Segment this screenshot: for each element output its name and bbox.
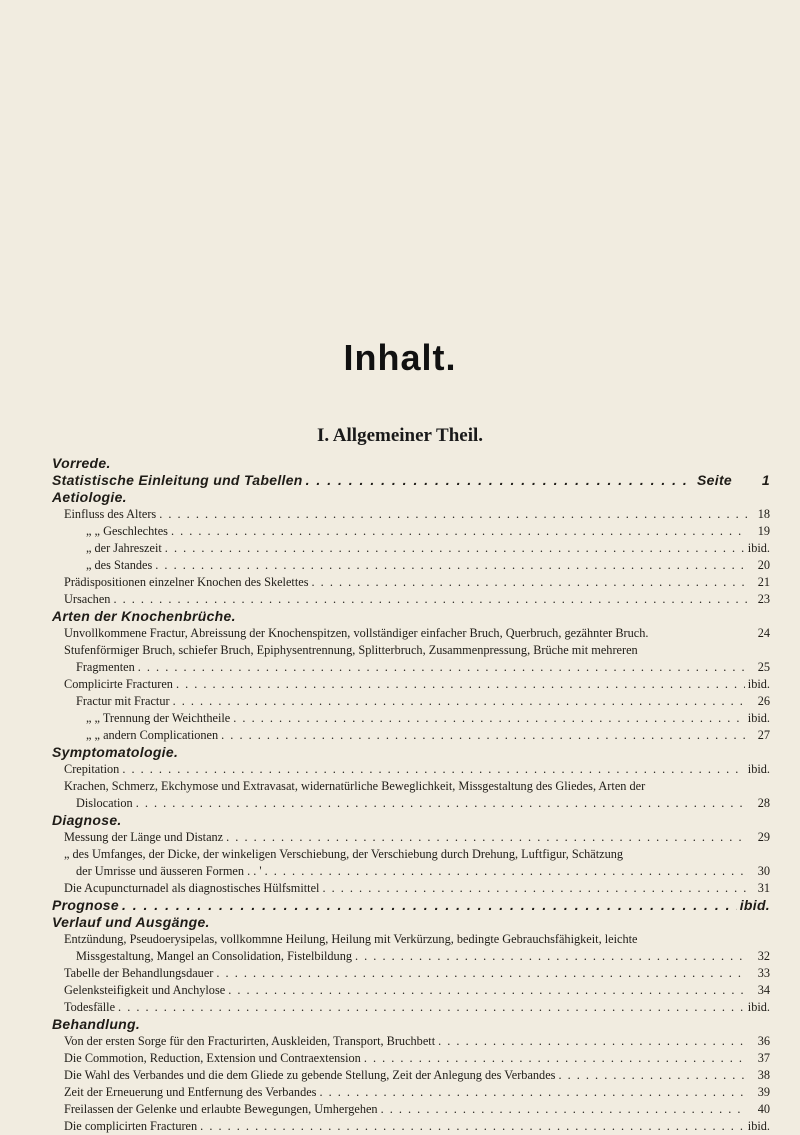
heading-text: Prognose bbox=[52, 897, 119, 913]
entry-text: Prädispositionen einzelner Knochen des Skelettes bbox=[64, 575, 309, 589]
leader-dots bbox=[312, 574, 747, 591]
toc-entry bbox=[52, 931, 770, 948]
entry-text: Freilassen der Gelenke und erlaubte Bewegungen, Umhergehen bbox=[64, 1102, 378, 1116]
leader-dots bbox=[216, 965, 747, 982]
leader-dots bbox=[364, 1050, 747, 1067]
section-heading: Arten der Knochenbrüche. bbox=[52, 608, 236, 624]
toc-entry bbox=[52, 1118, 770, 1135]
entry-text: Von der ersten Sorge für den Fracturirten, Auskleiden, Transport, Bruchbett bbox=[64, 1034, 436, 1048]
toc-entry bbox=[52, 761, 770, 778]
toc-entry bbox=[52, 1067, 770, 1084]
entry-text: Crepitation bbox=[64, 762, 120, 776]
entry-text: Messung der Länge und Distanz bbox=[64, 830, 224, 844]
toc-entry bbox=[52, 625, 770, 642]
entry-text: Fragmenten bbox=[76, 660, 135, 674]
toc-entry bbox=[52, 1033, 770, 1050]
page-number: 31 bbox=[757, 881, 770, 895]
entry-text: Complicirte Fracturen bbox=[64, 677, 173, 691]
seite-label: Seite bbox=[697, 472, 732, 488]
table-of-contents bbox=[52, 455, 770, 1135]
entry-text: Einfluss des Alters bbox=[64, 507, 157, 521]
toc-entry bbox=[52, 642, 770, 659]
toc-entry bbox=[52, 1050, 770, 1067]
toc-entry bbox=[52, 965, 770, 982]
leader-dots bbox=[122, 761, 744, 778]
leader-dots bbox=[381, 1101, 747, 1118]
page-title: Inhalt. bbox=[343, 337, 457, 378]
page-number: 26 bbox=[757, 694, 770, 708]
toc-entry bbox=[52, 540, 770, 557]
page-number: 23 bbox=[757, 592, 770, 606]
toc-entry bbox=[52, 880, 770, 897]
page-number: 33 bbox=[757, 966, 770, 980]
page-number: ibid. bbox=[747, 711, 770, 725]
toc-entry bbox=[52, 710, 770, 727]
toc-entry bbox=[52, 1101, 770, 1118]
toc-entry bbox=[52, 982, 770, 999]
toc-entry bbox=[52, 1084, 770, 1101]
section-heading: Aetiologie. bbox=[52, 489, 127, 505]
leader-dots bbox=[136, 795, 747, 812]
page-number: 40 bbox=[757, 1102, 770, 1116]
leader-dots bbox=[200, 1118, 745, 1135]
page-number: 30 bbox=[757, 864, 770, 878]
leader-dots bbox=[306, 472, 694, 489]
page-number: ibid. bbox=[747, 1000, 770, 1014]
toc-entry bbox=[52, 574, 770, 591]
part-heading: I. Allgemeiner Theil. bbox=[316, 425, 484, 446]
page-number: 38 bbox=[757, 1068, 770, 1082]
leader-dots bbox=[233, 710, 745, 727]
entry-text: Entzündung, Pseudoerysipelas, vollkommne Heilung, Heilung mit Verkürzung, bedingte Gebrauchsfähigkeit, leichte bbox=[64, 932, 638, 946]
toc-entry bbox=[52, 948, 770, 965]
page-number: 18 bbox=[757, 507, 770, 521]
toc-entry bbox=[52, 676, 770, 693]
page-number: ibid. bbox=[747, 762, 770, 776]
page-number: 20 bbox=[757, 558, 770, 572]
toc-entry bbox=[52, 863, 770, 880]
page-number: 37 bbox=[757, 1051, 770, 1065]
page-number: 25 bbox=[757, 660, 770, 674]
entry-text: Die Acupuncturnadel als diagnostisches Hülfsmittel bbox=[64, 881, 320, 895]
leader-dots bbox=[176, 676, 745, 693]
heading-text: Statistische Einleitung und Tabellen bbox=[52, 472, 303, 488]
page-number: 19 bbox=[757, 524, 770, 538]
entry-text: der Umrisse und äusseren Formen . . ' bbox=[76, 864, 262, 878]
page-number: 32 bbox=[757, 949, 770, 963]
leader-dots bbox=[138, 659, 747, 676]
entry-text: „ „ Trennung der Weichtheile bbox=[86, 711, 231, 725]
section-heading: Verlauf und Ausgänge. bbox=[52, 914, 210, 930]
page-number: 39 bbox=[757, 1085, 770, 1099]
toc-entry bbox=[52, 795, 770, 812]
page-number: 1 bbox=[761, 472, 770, 488]
entry-text: Todesfälle bbox=[64, 1000, 116, 1014]
section-heading bbox=[52, 472, 770, 489]
section-heading: Symptomatologie. bbox=[52, 744, 179, 760]
section-heading: Behandlung. bbox=[52, 1016, 141, 1032]
entry-text: „ „ andern Complicationen bbox=[86, 728, 219, 742]
toc-entry bbox=[52, 506, 770, 523]
leader-dots bbox=[228, 982, 747, 999]
leader-dots bbox=[165, 540, 745, 557]
toc-entry bbox=[52, 727, 770, 744]
page-number: ibid. bbox=[739, 897, 770, 913]
leader-dots bbox=[122, 897, 737, 914]
entry-text: Stufenförmiger Bruch, schiefer Bruch, Epiphysentrennung, Splitterbruch, Zusammenpressung, Brüche mit mehreren bbox=[64, 643, 638, 657]
page-number: ibid. bbox=[747, 1119, 770, 1133]
toc-entry bbox=[52, 523, 770, 540]
entry-text: Die Wahl des Verbandes und die dem Gliede zu gebende Stellung, Zeit der Anlegung des Verbandes bbox=[64, 1068, 556, 1082]
leader-dots bbox=[173, 693, 747, 710]
entry-text: „ des Umfanges, der Dicke, der winkeligen Verschiebung, der Verschiebung durch Drehung, Luftfigur, Schätzung bbox=[64, 847, 624, 861]
leader-dots bbox=[221, 727, 747, 744]
entry-text: Krachen, Schmerz, Ekchymose und Extravasat, widernatürliche Beweglichkeit, Missgestaltung des Gliedes, Arten der bbox=[64, 779, 646, 793]
entry-text: Missgestaltung, Mangel an Consolidation, Fistelbildung bbox=[76, 949, 352, 963]
section-heading: Vorrede. bbox=[52, 455, 111, 471]
leader-dots bbox=[438, 1033, 747, 1050]
leader-dots bbox=[319, 1084, 747, 1101]
page-number: 34 bbox=[757, 983, 770, 997]
toc-entry bbox=[52, 778, 770, 795]
leader-dots bbox=[159, 506, 747, 523]
leader-dots bbox=[118, 999, 745, 1016]
section-heading: Diagnose. bbox=[52, 812, 122, 828]
leader-dots bbox=[155, 557, 747, 574]
toc-entry bbox=[52, 999, 770, 1016]
page-number: ibid. bbox=[747, 677, 770, 691]
entry-text: „ „ Geschlechtes bbox=[86, 524, 168, 538]
toc-entry bbox=[52, 693, 770, 710]
entry-text: Unvollkommene Fractur, Abreissung der Knochenspitzen, vollständiger einfacher Bruch, Querbruch, gezähnter Bruch. bbox=[64, 626, 649, 640]
section-heading bbox=[52, 897, 770, 914]
entry-text: Gelenksteifigkeit und Anchylose bbox=[64, 983, 226, 997]
leader-dots bbox=[322, 880, 747, 897]
entry-text: „ des Standes bbox=[86, 558, 153, 572]
entry-text: Ursachen bbox=[64, 592, 111, 606]
page-number: 29 bbox=[757, 830, 770, 844]
leader-dots bbox=[226, 829, 747, 846]
leader-dots bbox=[558, 1067, 747, 1084]
page-number: 24 bbox=[757, 626, 770, 640]
leader-dots bbox=[113, 591, 747, 608]
entry-text: Die complicirten Fracturen bbox=[64, 1119, 198, 1133]
toc-entry bbox=[52, 846, 770, 863]
entry-text: Fractur mit Fractur bbox=[76, 694, 170, 708]
toc-entry bbox=[52, 829, 770, 846]
page-number: 27 bbox=[757, 728, 770, 742]
entry-text: Dislocation bbox=[76, 796, 133, 810]
page-number: ibid. bbox=[747, 541, 770, 555]
leader-dots bbox=[265, 863, 747, 880]
toc-entry bbox=[52, 591, 770, 608]
page-number: 36 bbox=[757, 1034, 770, 1048]
page-number: 21 bbox=[757, 575, 770, 589]
toc-entry bbox=[52, 659, 770, 676]
entry-text: Zeit der Erneuerung und Entfernung des Verbandes bbox=[64, 1085, 317, 1099]
leader-dots bbox=[171, 523, 747, 540]
entry-text: Die Commotion, Reduction, Extension und Contraextension bbox=[64, 1051, 361, 1065]
entry-text: „ der Jahreszeit bbox=[86, 541, 162, 555]
leader-dots bbox=[355, 948, 747, 965]
entry-text: Tabelle der Behandlungsdauer bbox=[64, 966, 214, 980]
page-number: 28 bbox=[757, 796, 770, 810]
toc-entry bbox=[52, 557, 770, 574]
